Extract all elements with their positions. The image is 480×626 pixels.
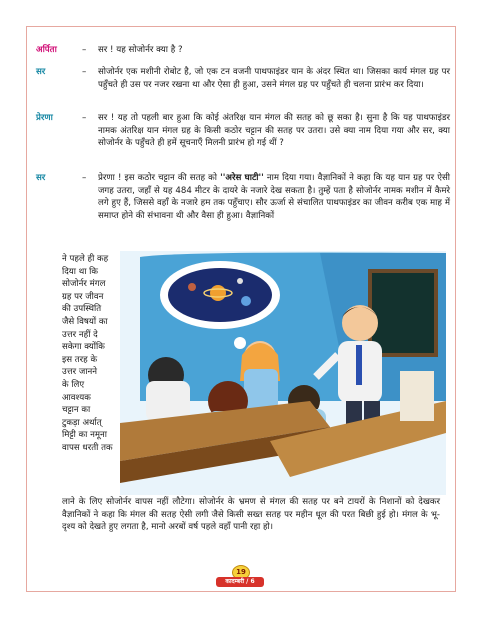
speaker-label: सर xyxy=(36,173,46,183)
dialogue-text: सोजोर्नर एक मशीनी रोबोट है, जो एक टन वजनी पाथफाइंडर यान के अंदर स्थित था। जिसका कार्य मंगल ग्रह पर पहुँचते ही उस पर नजर रखना था और ऐसा ही हुआ, उसने मंगल ग्रह पर पहुँचते ही चलना प्रारंभ कर दिया। xyxy=(98,67,450,90)
book-title-badge: कादम्बरी / 6 xyxy=(216,577,264,587)
speaker-label: सर xyxy=(36,67,46,77)
dialogue-text: प्रेरणा ! इस कठोर चट्टान की सतह को ''अरेस घाटी'' नाम दिया गया। वैज्ञानिकों ने कहा कि यह यान ग्रह पर ऐसी जगह उतरा, जहाँ से यह 484 मीटर के दायरे के नजारे देख सकता है। तुम्हें पता है सोजोर्नर नामक मशीन में कैमरे लगे हुए हैं, जिससे वहाँ के नजारे हम तक पहुँचाए। सौर ऊर्जा से संचालित पाथफाइंडर का जीवन करीब एक माह में समाप्त होने की संभावना थी और वैसा ही हुआ। वैज्ञानिकों xyxy=(98,173,450,221)
page-number: 19 xyxy=(232,565,250,580)
dialogue-text: सर ! यह सोजोर्नर क्या है ? xyxy=(98,45,183,55)
classroom-illustration xyxy=(120,251,446,495)
body-paragraph: लाने के लिए सोजोर्नर वापस नहीं लौटेगा। सोजोर्नर के भ्रमण से मंगल की सतह पर बने टायरों के निशानों को देखकर वैज्ञानिकों ने कहा कि मंगल की सतह ऐसी लगी जैसे किसी सख्त सतह पर महीन धूल की परत बिछी हुई हो। मंगल के भू-दृश्य को देखते हुए लगता है, मानो अरबों वर्ष पहले वहाँ पानी रहा हो। xyxy=(62,497,440,533)
speaker-label: अर्पिता xyxy=(36,45,57,55)
wrapped-text-column: ने पहले ही कह दिया था कि सोजोर्नर मंगल ग्रह पर जीवन की उपस्थिति जैसे विषयों का उत्तर नहीं दे सकेगा क्योंकि इस तरह के उत्तर जानने के लिए आवश्यक चट्टान का टुकड़ा अर्थात् मिट्टी का नमूना वापस धरती तक xyxy=(62,254,113,453)
dialogue-text: सर ! यह तो पहली बार हुआ कि कोई अंतरिक्ष यान मंगल की सतह को छू सका है। सुना है कि यह पाथफाइंडर नामक अंतरिक्ष यान मंगल ग्रह के किसी कठोर चट्टान की सतह पर उतरा। उसे क्या नाम दिया गया और सर, क्या सोजोर्नर के पहुँचते ही हमें सूचनाएँ मिलनी प्रारंभ हो गई थीं ? xyxy=(98,113,450,149)
highlight-term: ''अरेस घाटी'' xyxy=(220,173,264,183)
speaker-label: प्रेरणा xyxy=(36,113,53,123)
